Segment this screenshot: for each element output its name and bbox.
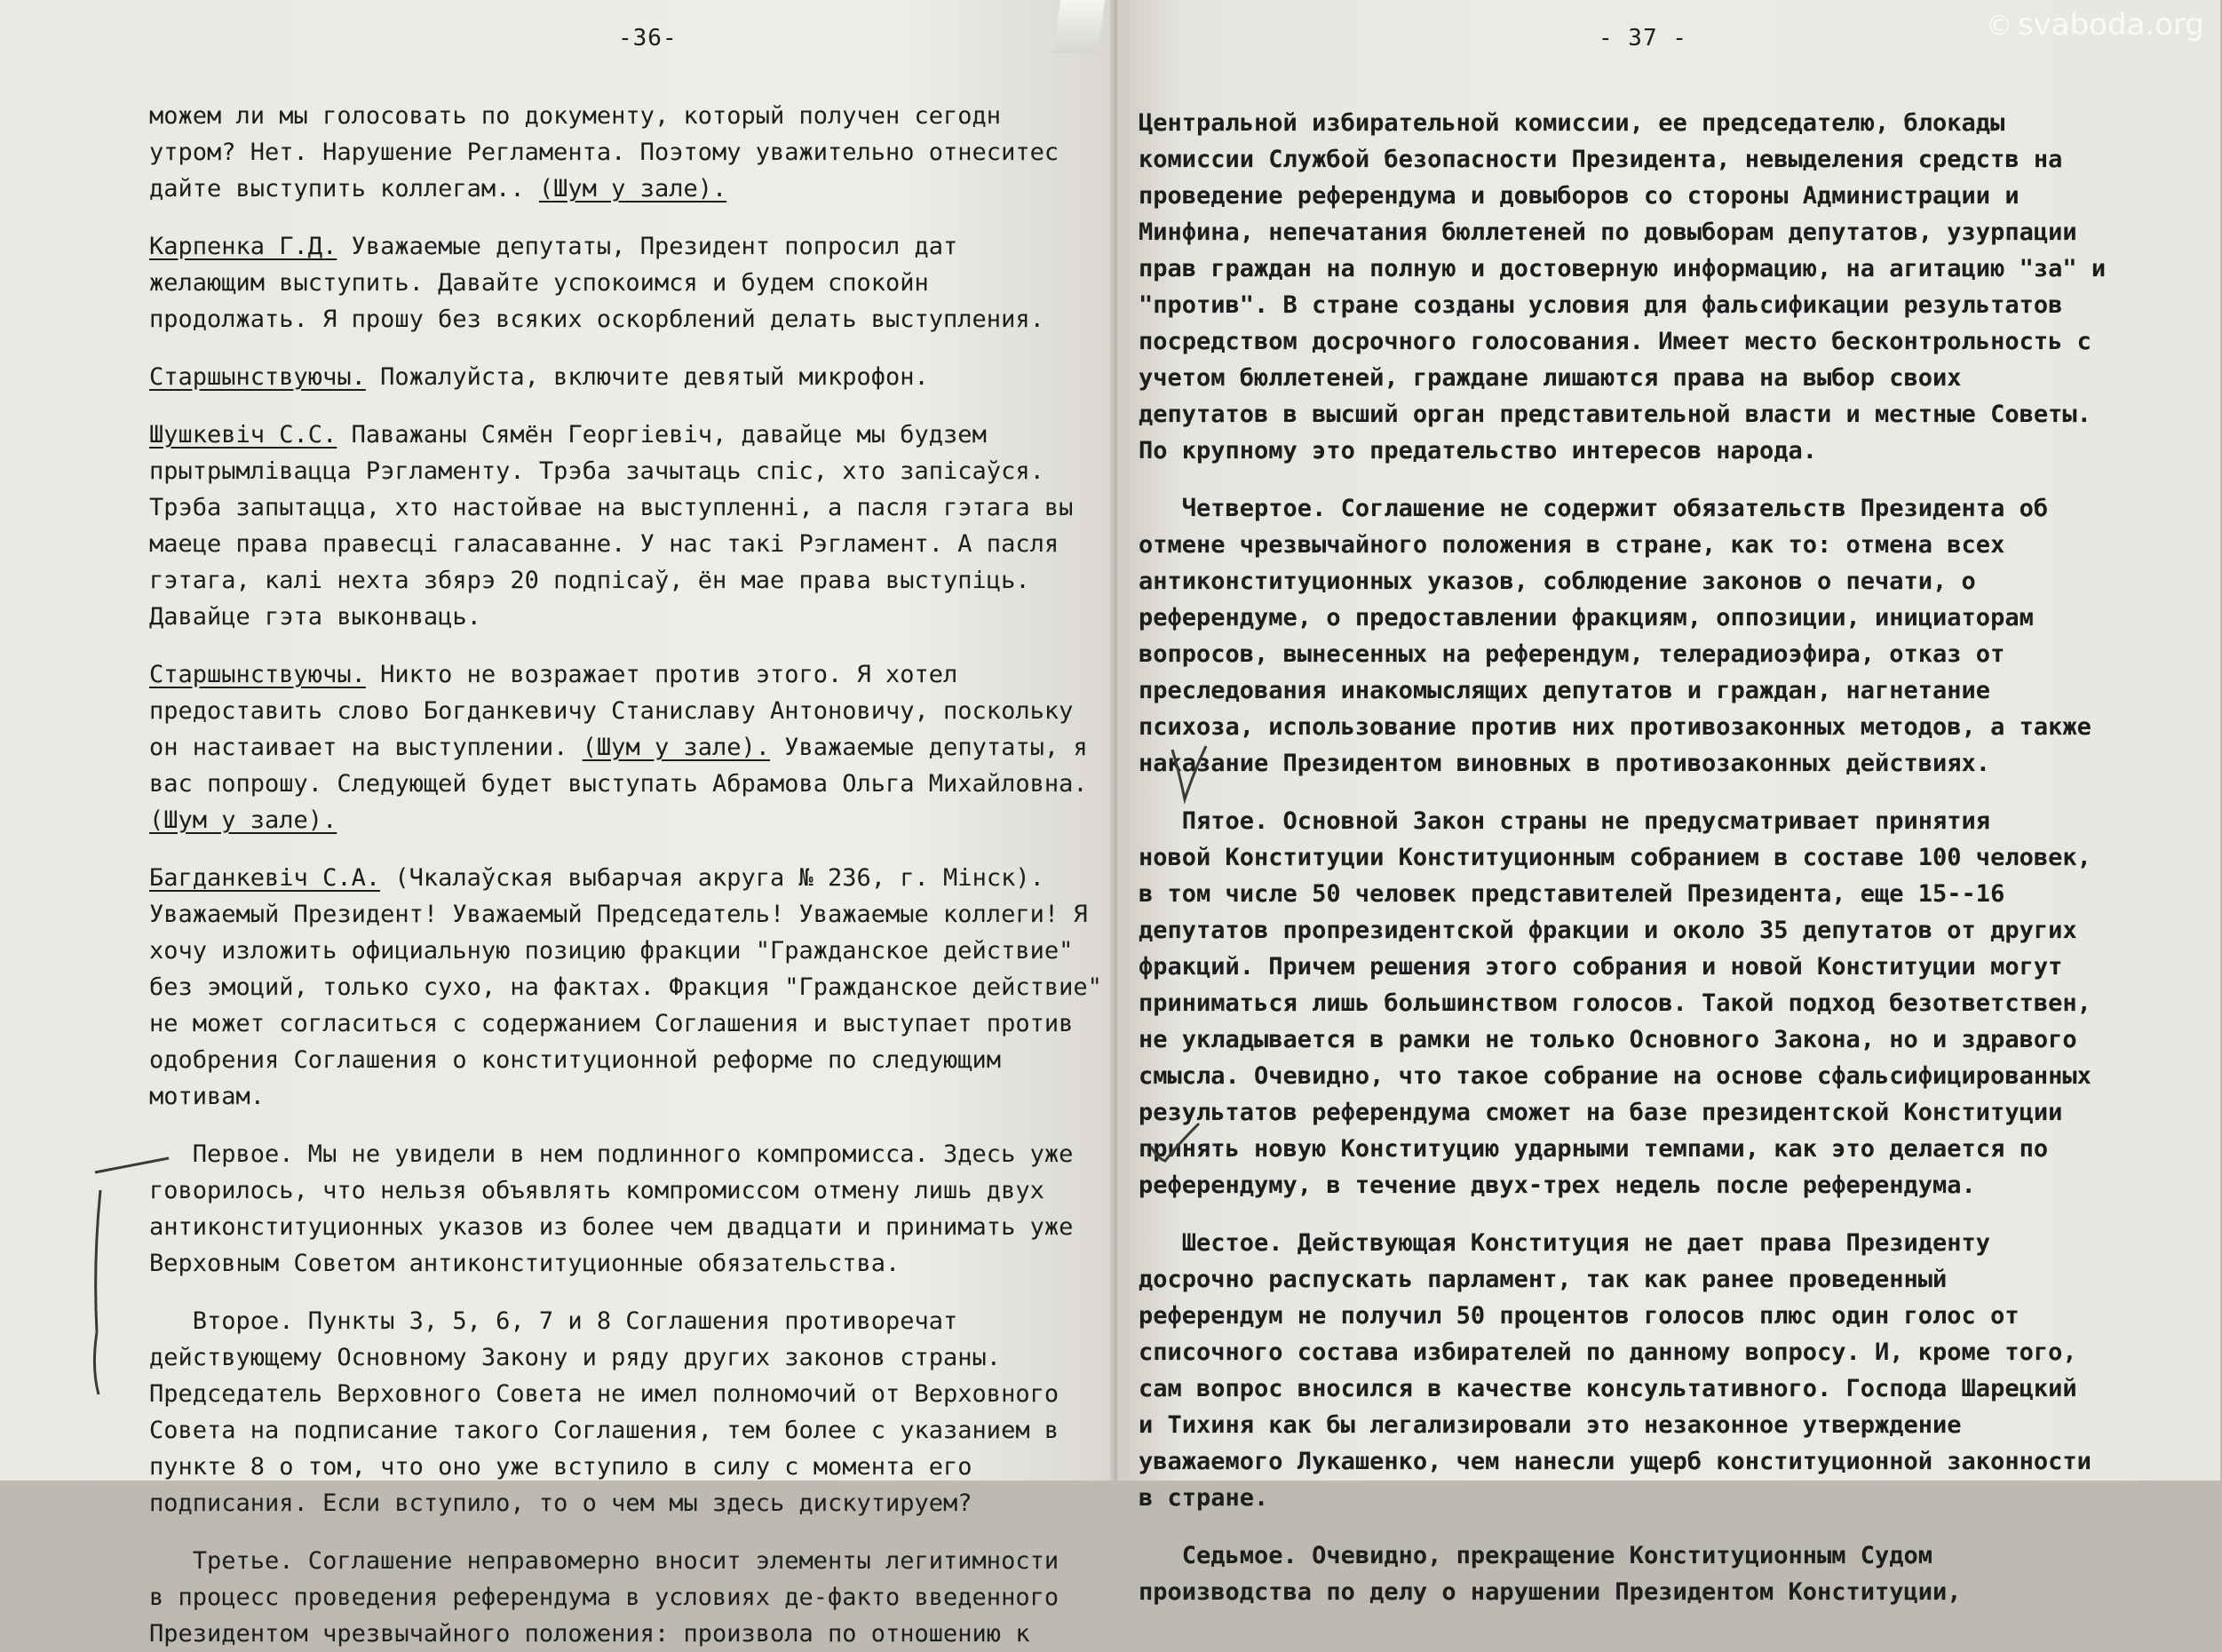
text-line: [149, 656, 1135, 693]
text-segment: психоза, использование против них противозаконных методов, а также: [1139, 713, 2091, 741]
text-segment: в стране.: [1139, 1484, 1269, 1512]
text-segment: Пятое. Основной Закон страны не предусматривает принятия: [1139, 807, 1991, 835]
text-segment: комиссии Службой безопасности Президента, невыделения средств на: [1139, 146, 2063, 173]
text-segment: Седьмое. Очевидно, прекращение Конституционным Судом: [1139, 1542, 1933, 1569]
text-segment: Председатель Верховного Совета не имел полномочий от Верховного: [149, 1380, 1059, 1408]
text-segment: вопросов, вынесенных на референдум, телерадиоэфира, отказ от: [1139, 640, 2005, 668]
text-segment: референдум не получил 50 процентов голосов плюс один голос от: [1139, 1302, 2020, 1330]
paragraph-gap: [149, 1115, 1135, 1136]
text-segment: говорилось, что нельзя объявлять компромиссом отмену лишь двух: [149, 1177, 1044, 1204]
copyright-icon: ©: [1985, 11, 2012, 42]
text-segment: Паважаны Сямён Георгіевіч, давайце мы будзем: [337, 421, 987, 449]
text-segment: отмене чрезвычайного положения в стране, как то: отмена всех: [1139, 531, 2005, 559]
text-line: [149, 969, 1135, 1005]
text-line: [1139, 323, 2222, 360]
text-segment: принять новую Конституцию ударными темпами, как это делается по: [1139, 1135, 2049, 1163]
text-line: [149, 134, 1135, 171]
text-segment: сам вопрос вносился в качестве консультативного. Господа Шарецкий: [1139, 1375, 2077, 1402]
text-segment: Пожалуйста, включите девятый микрофон.: [365, 363, 929, 391]
text-segment: Карпенка Г.Д.: [149, 233, 337, 260]
text-segment: одобрения Соглашения о конституционной реформе по следующим: [149, 1046, 1002, 1074]
text-line: [149, 265, 1135, 301]
text-line: [1139, 250, 2222, 287]
text-line: [149, 1543, 1135, 1579]
text-segment: дайте выступить коллегам..: [149, 175, 539, 203]
text-segment: наказание Президентом виновных в противозаконных действиях.: [1139, 750, 1991, 777]
text-segment: досрочно распускать парламент, так как ранее проведенный: [1139, 1266, 1948, 1293]
text-line: [149, 301, 1135, 338]
text-line: [1139, 287, 2222, 323]
text-line: [1139, 1334, 2222, 1370]
paragraph-gap: [1139, 469, 2222, 490]
text-segment: не может согласиться с содержанием Соглашения и выступает против: [149, 1010, 1074, 1037]
text-segment: депутатов в высший орган представительной власти и местные Советы.: [1139, 401, 2091, 428]
text-segment: Шестое. Действующая Конституция не дает права Президенту: [1139, 1229, 1991, 1257]
text-line: [149, 489, 1135, 526]
text-line: [1139, 1574, 2222, 1610]
text-segment: продолжать. Я прошу без всяких оскорблений делать выступления.: [149, 306, 1044, 333]
text-line: [149, 453, 1135, 489]
text-segment: Совета на подписание такого Соглашения, тем более с указанием в: [149, 1417, 1059, 1444]
text-segment: списочного состава избирателей по данному вопросу. И, кроме того,: [1139, 1338, 2077, 1366]
text-line: [149, 1412, 1135, 1449]
text-line: [1139, 396, 2222, 433]
text-line: [1139, 1407, 2222, 1443]
check-mark: [1162, 737, 1215, 808]
paragraph-gap: [1139, 1516, 2222, 1537]
text-line: [149, 802, 1135, 838]
text-segment: Давайце гэта выконваць.: [149, 603, 481, 631]
paragraph-gap: [149, 1282, 1135, 1303]
text-segment: антиконституционных указов из более чем двадцати и принимать уже: [149, 1213, 1074, 1241]
text-line: [1139, 527, 2222, 563]
text-segment: учетом бюллетеней, граждане лишаются права на выбор своих: [1139, 364, 1962, 392]
paragraph-gap: [149, 635, 1135, 656]
text-segment: депутатов пропрезидентской фракции и около 35 депутатов от других: [1139, 917, 2077, 944]
text-line: [1139, 745, 2222, 782]
text-line: [149, 1339, 1135, 1376]
text-segment: утром? Нет. Нарушение Регламента. Поэтому уважительно отнеситес: [149, 139, 1059, 166]
text-line: [1139, 839, 2222, 876]
text-segment: Уважаемые депутаты, я: [770, 734, 1088, 761]
text-line: [1139, 672, 2222, 709]
text-line: [149, 1485, 1135, 1521]
text-segment: Багданкевіч С.А.: [149, 864, 381, 892]
text-line: [1139, 1261, 2222, 1298]
text-segment: Старшынствуючы.: [149, 661, 366, 688]
text-line: [1139, 912, 2222, 949]
text-line: [149, 562, 1135, 599]
text-line: [149, 171, 1135, 207]
text-segment: (Шум у зале).: [149, 806, 337, 834]
text-segment: хочу изложить официальную позицию фракции "Гражданское действие": [149, 937, 1074, 965]
text-line: [149, 1579, 1135, 1616]
text-segment: референдуме, о предоставлении фракциям, оппозиции, инициаторам: [1139, 604, 2034, 631]
text-segment: он настаивает на выступлении.: [149, 734, 583, 761]
text-line: [149, 417, 1135, 453]
check-mark: [1142, 1115, 1204, 1168]
text-segment: Первое. Мы не увидели в нем подлинного компромисса. Здесь уже: [149, 1140, 1074, 1168]
paragraph-gap: [149, 838, 1135, 860]
text-line: [1139, 1058, 2222, 1094]
text-line: [1139, 1537, 2222, 1574]
text-segment: новой Конституции Конституционным собранием в составе 100 человек,: [1139, 844, 2091, 871]
text-line: [1139, 433, 2222, 469]
text-segment: в процесс проведения референдума в условиях де-факто введенного: [149, 1584, 1059, 1611]
text-segment: Президентом чрезвычайного положения: произвола по отношению к: [149, 1620, 1030, 1648]
text-segment: Центральной избирательной комиссии, ее председателю, блокады: [1139, 109, 2005, 137]
text-segment: (Шум у зале).: [582, 734, 770, 761]
text-line: [1139, 360, 2222, 396]
text-segment: пункте 8 о том, что оно уже вступило в силу с момента его: [149, 1453, 972, 1481]
text-segment: можем ли мы голосовать по документу, который получен сегодн: [149, 102, 1002, 130]
text-line: [149, 729, 1135, 766]
text-segment: референдуму, в течение двух-трех недель после референдума.: [1139, 1171, 1976, 1199]
watermark-text: svaboda.org: [2017, 7, 2204, 43]
text-line: [149, 599, 1135, 635]
text-line: [1139, 1131, 2222, 1167]
text-segment: маеце права правесці галасаванне. У нас такі Рэгламент. А пасля: [149, 530, 1059, 558]
text-segment: Никто не возражает против этого. Я хотел: [365, 661, 958, 688]
text-segment: в том числе 50 человек представителей Президента, еще 15--16: [1139, 880, 2005, 908]
text-segment: (Чкалаўская выбарчая акруга № 236, г. Мінск).: [380, 864, 1044, 892]
text-line: [1139, 1480, 2222, 1516]
text-line: [1139, 636, 2222, 672]
right-page-text: [1139, 105, 2222, 1610]
text-segment: Шушкевіч С.С.: [149, 421, 337, 449]
text-line: [149, 1303, 1135, 1339]
text-line: [1139, 876, 2222, 912]
text-line: [1139, 214, 2222, 250]
text-line: [1139, 1443, 2222, 1480]
paragraph-gap: [1139, 782, 2222, 803]
text-line: [1139, 1370, 2222, 1407]
text-line: [1139, 1167, 2222, 1203]
left-page-text: [149, 98, 1135, 1652]
text-segment: без эмоций, только сухо, на фактах. Фракция "Гражданское действие": [149, 973, 1102, 1001]
text-segment: предоставить слово Богданкевичу Станиславу Антоновичу, поскольку: [149, 697, 1074, 725]
text-line: [149, 1078, 1135, 1115]
text-line: [1139, 1094, 2222, 1131]
text-segment: производства по делу о нарушении Президентом Конституции,: [1139, 1578, 1962, 1606]
paragraph-gap: [149, 207, 1135, 228]
page-number: -36-: [618, 25, 678, 52]
text-line: [149, 860, 1135, 896]
text-line: [149, 526, 1135, 562]
text-segment: результатов референдума сможет на базе президентской Конституции: [1139, 1099, 2063, 1126]
page-number: - 37 -: [1599, 25, 1687, 52]
text-segment: мотивам.: [149, 1083, 266, 1110]
text-segment: фракций. Причем решения этого собрания и новой Конституции могут: [1139, 953, 2063, 981]
text-line: [1139, 985, 2222, 1021]
paragraph-gap: [149, 1521, 1135, 1543]
text-line: [1139, 1298, 2222, 1334]
text-line: [149, 1616, 1135, 1652]
text-segment: подписания. Если вступило, то о чем мы здесь дискутируем?: [149, 1489, 972, 1517]
text-segment: вас попрошу. Следующей будет выступать Абрамова Ольга Михайловна.: [149, 770, 1088, 798]
text-line: [149, 1245, 1135, 1282]
text-line: [1139, 490, 2222, 527]
text-line: [1139, 600, 2222, 636]
text-segment: проведение референдума и довыборов со стороны Администрации и: [1139, 182, 2020, 210]
right-page: [1117, 0, 2220, 1606]
text-segment: Четвертое. Соглашение не содержит обязательств Президента об: [1139, 495, 2049, 522]
text-segment: "против". В стране созданы условия для фальсификации результатов: [1139, 291, 2063, 319]
text-segment: желающим выступить. Давайте успокоимся и будем спокойн: [149, 269, 929, 297]
text-segment: действующему Основному Закону и ряду других законов страны.: [149, 1344, 1002, 1371]
text-line: [149, 1449, 1135, 1485]
text-line: [149, 228, 1135, 265]
margin-bracket-mark: [84, 1155, 191, 1421]
text-segment: (Шум у зале).: [538, 175, 727, 203]
text-line: [149, 1042, 1135, 1078]
paragraph-gap: [149, 338, 1135, 359]
text-line: [149, 1005, 1135, 1042]
text-line: [1139, 105, 2222, 141]
text-line: [149, 98, 1135, 134]
text-line: [1139, 141, 2222, 178]
text-line: [1139, 803, 2222, 839]
paragraph-gap: [149, 395, 1135, 417]
text-segment: По крупному это предательство интересов народа.: [1139, 437, 1818, 465]
text-line: [149, 1172, 1135, 1209]
text-segment: Минфина, непечатания бюллетеней по довыборам депутатов, узурпации: [1139, 218, 2077, 246]
text-line: [1139, 949, 2222, 985]
text-segment: прав граждан на полную и достоверную информацию, на агитацию "за" и: [1139, 255, 2107, 282]
text-segment: антиконституционных указов, соблюдение законов о печати, о: [1139, 568, 1976, 595]
text-line: [149, 693, 1135, 729]
text-segment: Верховным Советом антиконституционные обязательства.: [149, 1250, 901, 1277]
text-line: [1139, 1225, 2222, 1261]
text-segment: уважаемого Лукашенко, чем нанесли ущерб конституционной законности: [1139, 1448, 2091, 1475]
text-segment: приниматься лишь большинством голосов. Такой подход безответствен,: [1139, 989, 2091, 1017]
text-line: [1139, 178, 2222, 214]
text-segment: Трэба запытацца, хто настойвае на выступленні, а пасля гэтага вы: [149, 494, 1074, 521]
page-corner: [1053, 0, 1105, 53]
text-line: [149, 1376, 1135, 1412]
paragraph-gap: [1139, 1203, 2222, 1225]
text-segment: не укладывается в рамки не только Основного Закона, но и здравого: [1139, 1026, 2077, 1053]
text-segment: Уважаемый Президент! Уважаемый Председатель! Уважаемые коллеги! Я: [149, 901, 1088, 928]
text-segment: Второе. Пункты 3, 5, 6, 7 и 8 Соглашения противоречат: [149, 1307, 958, 1335]
text-segment: посредством досрочного голосования. Имеет место бесконтрольность с: [1139, 328, 2091, 355]
text-segment: прытрымлівацца Рэгламенту. Трэба зачытаць спіс, хто запісаўся.: [149, 457, 1044, 485]
text-line: [149, 359, 1135, 395]
text-line: [1139, 1021, 2222, 1058]
text-segment: смысла. Очевидно, что такое собрание на основе сфальсифицированных: [1139, 1062, 2091, 1090]
text-segment: Третье. Соглашение неправомерно вносит элементы легитимности: [149, 1547, 1059, 1575]
text-line: [149, 1136, 1135, 1172]
text-line: [149, 933, 1135, 969]
text-line: [149, 1209, 1135, 1245]
text-line: [1139, 563, 2222, 600]
text-segment: Старшынствуючы.: [149, 363, 366, 391]
text-segment: и Тихиня как бы легализировали это незаконное утверждение: [1139, 1411, 1962, 1439]
text-segment: гэтага, калі нехта збярэ 20 подпісаў, ён мае права выступіць.: [149, 567, 1030, 594]
watermark: [1986, 7, 2204, 43]
text-segment: преследования инакомыслящих депутатов и граждан, нагнетание: [1139, 677, 1991, 704]
text-segment: Уважаемые депутаты, Президент попросил дат: [337, 233, 958, 260]
text-line: [149, 766, 1135, 802]
text-line: [1139, 709, 2222, 745]
text-line: [149, 896, 1135, 933]
